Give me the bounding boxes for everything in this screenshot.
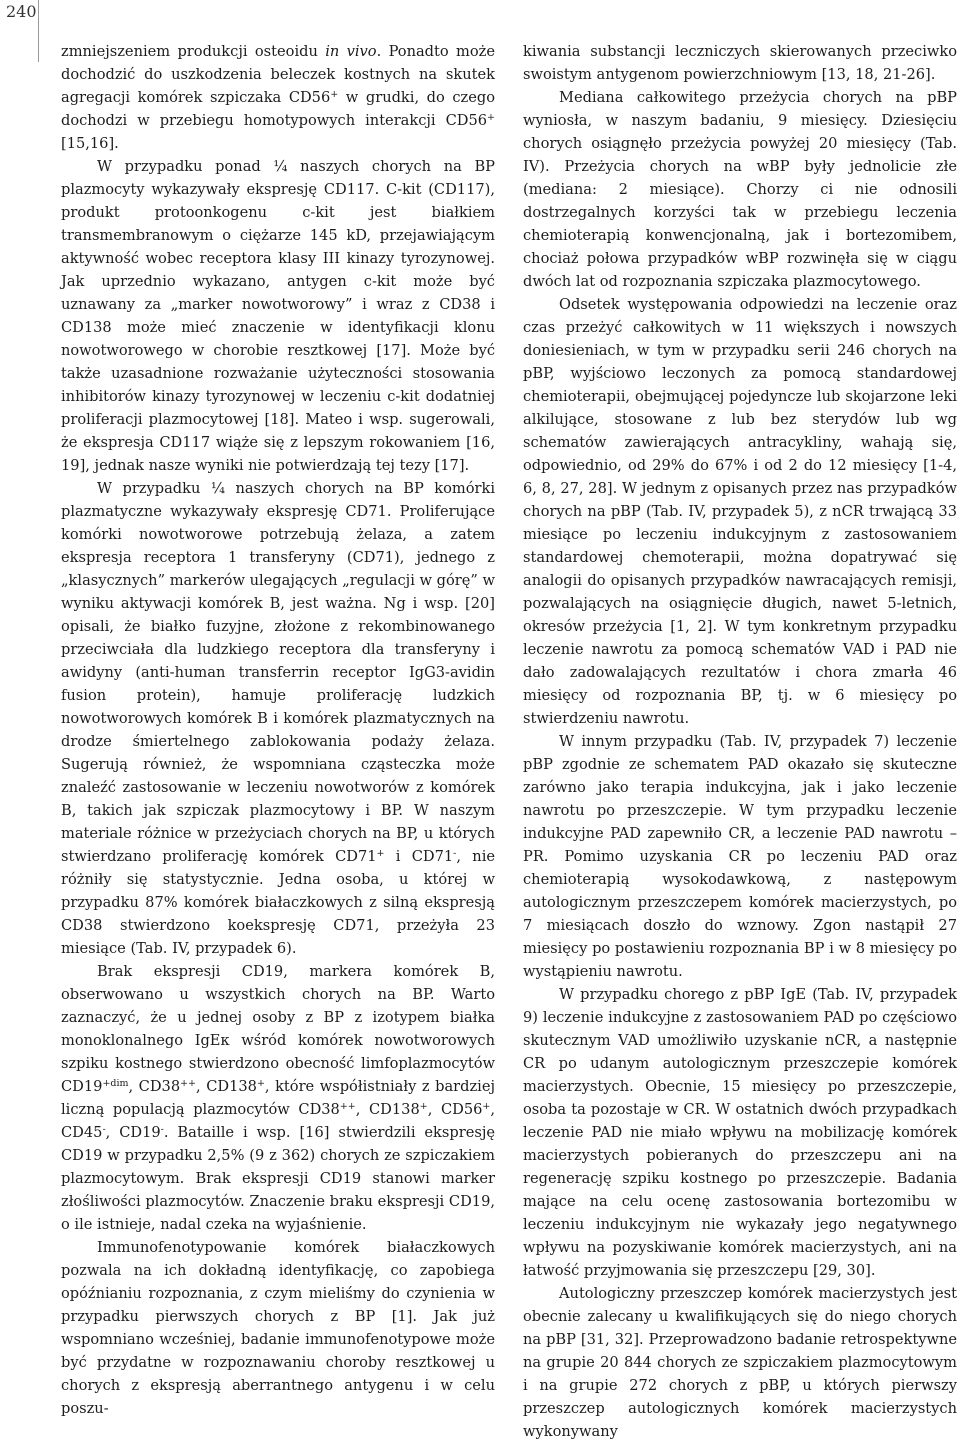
right-column <box>523 40 957 1443</box>
paragraph: Mediana całkowitego przeżycia chorych na pBP wyniosła, w naszym badaniu, 9 miesięcy. Dziesięciu chorych osiągnęło przeżycia powyżej 20 miesięcy (Tab. IV). Przeżycia chorych na wBP były jednolicie złe (mediana: 2 miesiące). Chorzy ci nie odnosili dostrzegalnych korzyści tak w przebiegu leczenia chemioterapią konwencjonalną, jak i bortezomibem, chociaż połowa przypadków wBP rozwinęła się w ciągu dwóch lat od rozpoznania szpiczaka plazmocytowego. <box>523 89 957 290</box>
paragraph: Immunofenotypowanie komórek białaczkowych pozwala na ich dokładną identyfikację, co zapobiega opóźnianiu rozpoznania, z czym mieliśmy do czynienia w przypadku pierwszych chorych z BP [1]. Jak już wspomniano wcześniej, badanie immunofenotypowe może być przydatne w rozpoznawaniu choroby resztkowej u chorych z ekspresją aberrantnego antygenu i w celu poszu- <box>61 1239 495 1417</box>
margin-rule <box>38 0 39 62</box>
paragraph: W przypadku ponad ¼ naszych chorych na BP plazmocyty wykazywały ekspresję CD117. C-kit (CD117), produkt protoonkogenu c-kit jest białkiem transmembranowym o ciężarze 145 kD, przejawiającym aktywność wobec receptora klasy III kinazy tyrozynowej. Jak uprzednio wykazano, antygen c-kit może być uznawany za „marker nowotworowy” i wraz z CD38 i CD138 może mieć znaczenie w identyfikacji klonu nowotworowego w chorobie resztkowej [17]. Może być także uzasadnione rozważanie użyteczności stosowania inhibitorów kinazy tyrozynowej w leczeniu c-kit dodatniej proliferacji plazmocytowej [18]. Mateo i wsp. sugerowali, że ekspresja CD117 wiąże się z lepszym rokowaniem [16, 19], jednak nasze wyniki nie potwierdzają tej tezy [17]. <box>61 158 495 474</box>
paragraph: W innym przypadku (Tab. IV, przypadek 7) leczenie pBP zgodnie ze schematem PAD okazało się skuteczne zarówno jako terapia indukcyjna, jak i jako leczenie nawrotu po przeszczepie. W tym przypadku leczenie indukcyjne PAD zapewniło CR, a leczenie PAD nawrotu – PR. Pomimo uzyskania CR po leczeniu PAD oraz chemioterapią wysokodawkową, z następowym autologicznym przeszczepem komórek macierzystych, po 7 miesiącach doszło do wznowy. Zgon nastąpił 27 miesięcy po postawieniu rozpoznania BP i w 8 miesięcy po wystąpieniu nawrotu. <box>523 733 957 980</box>
page-number: 240 <box>6 2 37 21</box>
paragraph: kiwania substancji leczniczych skierowanych przeciwko swoistym antygenom powierzchniowym [13, 18, 21-26]. <box>523 43 957 83</box>
left-column <box>61 40 495 1420</box>
paragraph: Odsetek występowania odpowiedzi na leczenie oraz czas przeżyć całkowitych w 11 większych i nowszych doniesieniach, w tym w przypadku serii 246 chorych na pBP, wyjściowo leczonych za pomocą standardowej chemioterapii, obejmującej pojedyncze lub skojarzone leki alkilujące, stosowane z lub bez sterydów lub wg schematów zawierających antracykliny, wahają się, odpowiednio, od 29% do 67% i od 2 do 12 miesięcy [1-4, 6, 8, 27, 28]. W jednym z opisanych przez nas przypadków chorych na pBP (Tab. IV, przypadek 5), z nCR trwającą 33 miesiące po leczeniu indukcyjnym z zastosowaniem standardowej chemoterapii, można dopatrywać się analogii do opisanych przypadków nawracających remisji, pozwalających na osiągnięcie długich, nawet 5-letnich, okresów przeżycia [1, 2]. W tym konkretnym przypadku leczenie nawrotu za pomocą schematów VAD i PAD nie dało zadowalających rezultatów i chora zmarła 46 miesięcy od rozpoznania BP, tj. w 6 miesięcy po stwierdzeniu nawrotu. <box>523 296 957 727</box>
paragraph: Brak ekspresji CD19, markera komórek B, obserwowano u wszystkich chorych na BP. Warto zaznaczyć, że u jednej osoby z BP z izotypem białka monoklonalnego IgEκ wśród komórek nowotworowych szpiku kostnego stwierdzono obecność limfoplazmocytów $CD19^{+dim}$, CD38++, CD138+, które współistniały z bardziej liczną populacją plazmocytów CD38++, CD138+, CD56+, CD45-, CD19-. Bataille i wsp. [16] stwierdzili ekspresję CD19 w przypadku 2,5% (9 z 362) chorych ze szpiczakiem plazmocytowym. Brak ekspresji CD19 stanowi marker złośliwości plazmocytów. Znaczenie braku ekspresji CD19, o ile istnieje, nadal czeka na wyjaśnienie. <box>61 963 496 1233</box>
paragraph: W przypadku chorego z pBP IgE (Tab. IV, przypadek 9) leczenie indukcyjne z zastosowaniem PAD po częściowo skutecznym VAD umożliwiło uzyskanie nCR, a następnie CR po udanym autologicznym przeszczepie komórek macierzystych. Obecnie, 15 miesięcy po przeszczepie, osoba ta pozostaje w CR. W ostatnich dwóch przypadkach leczenie PAD nie miało wpływu na mobilizację komórek macierzystych pobieranych do przeszczepu ani na regenerację szpiku kostnego po przeszczepie. Badania mające na celu ocenę zastosowania bortezomibu w leczeniu indukcyjnym nie wykazały jego negatywnego wpływu na pozyskiwanie komórek macierzystych, ani na łatwość przyjmowania się przeszczepu [29, 30]. <box>523 986 957 1279</box>
paragraph: W przypadku ¼ naszych chorych na BP komórki plazmatyczne wykazywały ekspresję CD71. Proliferujące komórki nowotworowe potrzebują żelaza, a zatem ekspresja receptora 1 transferyny (CD71), jednego z „klasycznych” markerów ulegających „regulacji w górę” w wyniku aktywacji komórek B, jest ważna. Ng i wsp. [20] opisali, że białko fuzyjne, złożone z rekombinowanego przeciwciała dla ludzkiego receptora dla transferyny i awidyny (anti-human transferrin receptor IgG3-avidin fusion protein), hamuje proliferację ludzkich nowotworowych komórek B i komórek plazmatycznych na drodze śmiertelnego zablokowania podaży żelaza. Sugerują również, że wspomniana cząsteczka może znaleźć zastosowanie w leczeniu nowotworów z komórek B, takich jak szpiczak plazmocytowy i BP. W naszym materiale różnice w przeżyciach chorych na BP, u których stwierdzano proliferację komórek CD71+ i CD71-, nie różniły się statystycznie. Jedna osoba, u której w przypadku 87% komórek białaczkowych z silną ekspresją CD38 stwierdzono koekspresję CD71, przeżyła 23 miesiące (Tab. IV, przypadek 6). <box>61 480 495 957</box>
paragraph: Autologiczny przeszczep komórek macierzystych jest obecnie zalecany u kwalifikujących się do niego chorych na pBP [31, 32]. Przeprowadzono badanie retrospektywne na grupie 20 844 chorych ze szpiczakiem plazmocytowym i na grupie 272 chorych z pBP, u których pierwszy przeszczep autologicznych komórek macierzystych wykonywany <box>523 1285 957 1440</box>
paragraph: zmniejszeniem produkcji osteoidu in vivo. Ponadto może dochodzić do uszkodzenia beleczek kostnych na skutek agregacji komórek szpiczaka CD56+ w grudki, do czego dochodzi w przebiegu homotypowych interakcji CD56+ [15,16]. <box>61 43 496 152</box>
